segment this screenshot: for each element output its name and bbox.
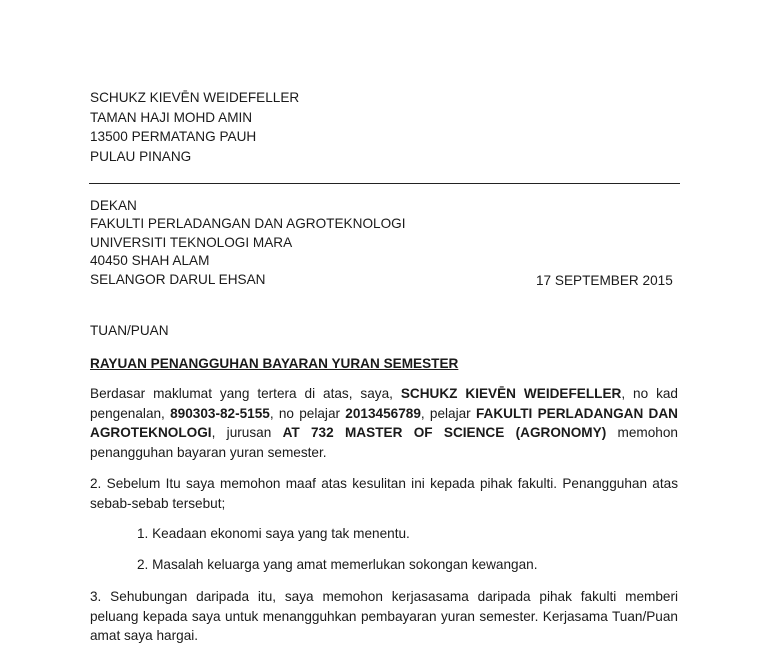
- reason-item-2: 2. Masalah keluarga yang amat memerlukan sokongan kewangan.: [137, 557, 538, 572]
- reason-item-1: 1. Keadaan ekonomi saya yang tak menentu.: [137, 526, 410, 541]
- recipient-university: UNIVERSITI TEKNOLOGI MARA: [90, 234, 293, 250]
- sender-name: SCHUKZ KIEVĒN WEIDEFELLER: [90, 90, 300, 105]
- salutation-text: TUAN/PUAN: [90, 323, 169, 338]
- paragraph-2: 2. Sebelum Itu saya memohon maaf atas kesulitan ini kepada pihak fakulti. Penangguhan atas sebab-sebab tersebut;: [90, 476, 678, 511]
- recipient-title: DEKAN: [90, 198, 137, 213]
- paragraph-3: 3. Sehubungan daripada itu, saya memohon kerjasasama daripada pihak fakulti memberi peluang kepada saya untuk menangguhkan pembayaran yuran semester. Kerjasama Tuan/Puan amat saya hargai.: [90, 589, 678, 643]
- sender-street: TAMAN HAJI MOHD AMIN: [90, 109, 253, 125]
- subject-text: RAYUAN PENANGGUHAN BAYARAN YURAN SEMESTER: [90, 356, 459, 371]
- para1-text: , no kad pengenalan,: [90, 386, 678, 421]
- salutation: [90, 321, 169, 341]
- subject-line: [90, 354, 458, 374]
- applicant-name: SCHUKZ KIEVĒN WEIDEFELLER: [400, 386, 622, 401]
- letter-date: 17 SEPTEMBER 2015: [536, 273, 673, 288]
- para1-text: , jurusan: [211, 425, 283, 440]
- sender-postcode-city: 13500 PERMATANG PAUH: [90, 129, 257, 144]
- para1-text: , no pelajar: [269, 405, 346, 421]
- sender-address: [90, 88, 299, 166]
- ic-number: 890303-82-5155: [170, 405, 270, 421]
- program-name: AT 732 MASTER OF SCIENCE (AGRONOMY): [282, 425, 607, 440]
- sender-state: PULAU PINANG: [90, 148, 192, 164]
- header-divider: [89, 183, 680, 184]
- paragraph-1: [90, 384, 678, 462]
- recipient-faculty: FAKULTI PERLADANGAN DAN AGROTEKNOLOGI: [90, 216, 406, 232]
- recipient-address: [90, 197, 406, 289]
- student-number: 2013456789: [345, 405, 421, 421]
- recipient-postcode-city: 40450 SHAH ALAM: [90, 253, 210, 269]
- recipient-state: SELANGOR DARUL EHSAN: [90, 271, 266, 287]
- para1-text: , pelajar: [420, 405, 476, 421]
- para1-text: Berdasar maklumat yang tertera di atas, saya,: [90, 386, 401, 401]
- faculty-name: FAKULTI PERLADANGAN DAN AGROTEKNOLOGI: [90, 405, 678, 440]
- para1-text: memohon penangguhan bayaran yuran semester.: [90, 425, 678, 460]
